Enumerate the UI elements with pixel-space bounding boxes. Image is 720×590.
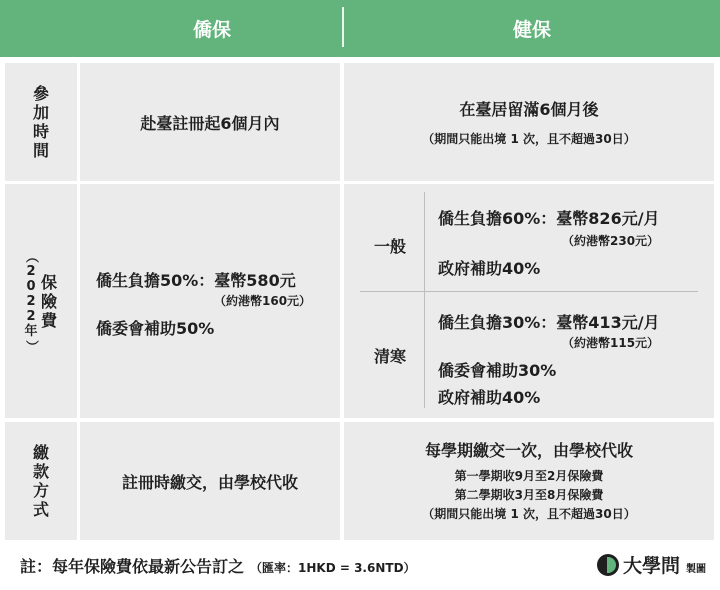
row-label-premium [5, 184, 77, 418]
label-char: 險 [40, 291, 57, 311]
enroll-overseas-text: 赴臺註冊起6個月內 [140, 113, 280, 133]
premium-general-line2: 政府補助40% [438, 259, 541, 278]
label-char: 時 [32, 122, 49, 141]
premium-overseas-line2: 僑委會補助50% [96, 319, 215, 338]
premium-horizontal-divider [360, 291, 698, 292]
premium-vertical-divider [424, 192, 425, 408]
payment-nhi-line2: 第二學期收3月至8月保險費 [454, 488, 604, 502]
cell-payment-nhi [344, 422, 714, 540]
cell-premium-overseas [80, 184, 340, 418]
row-label-enroll-time [5, 63, 77, 181]
made-by-label: 製圖 [686, 564, 707, 575]
premium-general-line1: 僑生負擔60%：臺幣826元/月 [438, 209, 660, 228]
premium-poor-line3: 政府補助40% [438, 388, 541, 407]
premium-poor-line1: 僑生負擔30%：臺幣413元/月 [438, 313, 660, 332]
year-char: 年 [24, 323, 38, 339]
label-year [24, 249, 38, 354]
premium-overseas-line1: 僑生負擔50%：臺幣580元 [96, 271, 296, 290]
row-label-payment-method [5, 422, 77, 540]
year-char: 2 [26, 308, 36, 324]
label-char: 方 [32, 481, 49, 500]
footer-note [20, 554, 416, 577]
label-char: 繳 [32, 443, 49, 462]
header-national-health-insurance: 健保 [512, 19, 551, 41]
label-char: 款 [32, 462, 49, 481]
brand-logo [597, 551, 706, 578]
label-char: 間 [32, 141, 49, 160]
paren-close: ） [23, 339, 39, 353]
label-char: 參 [32, 84, 49, 103]
premium-poor-line2: 僑委會補助30% [438, 361, 557, 380]
enroll-nhi-text: 在臺居留滿6個月後 [459, 100, 599, 119]
year-char: 0 [26, 278, 36, 294]
label-char: 保 [40, 272, 57, 292]
label-char: 加 [32, 103, 49, 122]
brand-mark-icon [597, 554, 619, 576]
header-overseas-insurance: 僑保 [192, 19, 231, 41]
payment-nhi-text: 每學期繳交一次，由學校代收 [424, 441, 633, 460]
premium-general-note: （約港幣230元） [562, 234, 660, 248]
enroll-nhi-note: （期間只能出境 1 次，且不超過30日） [422, 132, 636, 146]
cell-enroll-overseas [80, 63, 340, 181]
exchange-rate-note: （匯率：1HKD = 3.6NTD） [250, 561, 416, 575]
cell-payment-overseas [80, 422, 340, 540]
table-header [0, 0, 720, 57]
premium-general-label: 一般 [374, 237, 407, 256]
brand-name: 大學問 [623, 555, 681, 577]
payment-overseas-text: 註冊時繳交，由學校代收 [121, 472, 298, 492]
cell-enroll-nhi [344, 63, 714, 181]
label-char: 費 [40, 310, 57, 330]
payment-nhi-line1: 第一學期收9月至2月保險費 [454, 469, 604, 483]
premium-poor-note: （約港幣115元） [562, 336, 660, 350]
footer-note-text: 註：每年保險費依最新公告訂之 [20, 557, 245, 576]
cell-premium-nhi [344, 184, 714, 418]
year-char: 2 [26, 263, 36, 279]
paren-open: （ [23, 249, 39, 263]
year-char: 2 [26, 293, 36, 309]
label-char: 式 [32, 500, 49, 519]
payment-nhi-line3: （期間只能出境 1 次，且不超過30日） [422, 507, 636, 521]
premium-overseas-note: （約港幣160元） [214, 294, 312, 308]
premium-poor-label: 清寒 [374, 347, 407, 366]
